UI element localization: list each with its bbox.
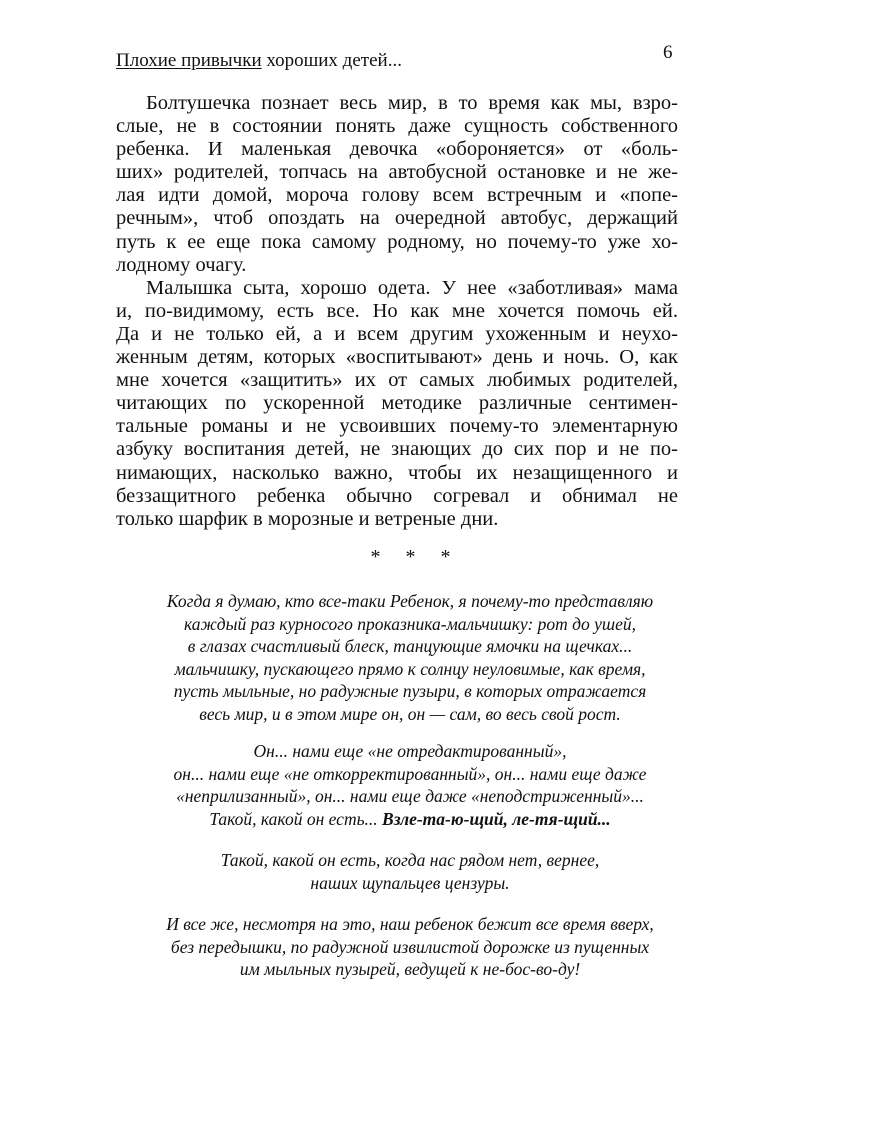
poem-line: Такой, какой он есть, когда нас рядом нет, вернее, bbox=[220, 850, 600, 870]
poem-line: весь мир, и в этом мире он, он — сам, во весь свой рост. bbox=[199, 703, 621, 724]
poem-stanza-3 bbox=[0, 849, 820, 894]
paragraph-2-line: мне хочется «защитить» их от самых любимых родителей, bbox=[116, 369, 678, 392]
poem-line-emphasis bbox=[0, 808, 820, 831]
poem-line: без передышки, по радужной извилистой дорожке из пущенных bbox=[170, 936, 650, 957]
body-text bbox=[116, 92, 678, 531]
paragraph-2-line: только шарфик в морозные и ветреные дни. bbox=[116, 507, 499, 530]
poem-line: мальчишку, пускающего прямо к солнцу неуловимые, как время, bbox=[174, 658, 646, 679]
running-head-title-rest: хороших детей... bbox=[261, 50, 402, 71]
paragraph-2-line: тальные романы и не усвоивших почему-то элементарную bbox=[116, 415, 678, 438]
poem-line: наших щупальцев цензуры. bbox=[310, 872, 510, 893]
poem-stanza-2 bbox=[0, 740, 820, 830]
running-head bbox=[116, 50, 402, 72]
page-number: 6 bbox=[663, 42, 673, 63]
running-head-title-underlined: Плохие привычки bbox=[116, 50, 262, 71]
paragraph-2-line: Да и не только ей, а и всем другим ухоженным и неухо- bbox=[116, 322, 678, 345]
section-separator: * * * bbox=[370, 546, 461, 568]
poem-line: им мыльных пузырей, ведущей к не-бос-во-ду! bbox=[239, 959, 581, 980]
poem-line: «неприлизанный», он... нами еще даже «неподстриженный»... bbox=[176, 786, 644, 807]
paragraph-2-line: читающих по ускоренной методике различные сентимен- bbox=[116, 392, 678, 415]
poem-line: И все же, несмотря на это, наш ребенок бежит все время вверх, bbox=[166, 914, 654, 934]
paragraph-2-line: беззащитного ребенка обычно согревал и обнимал не bbox=[116, 484, 678, 507]
paragraph-2-line: женным детям, которых «воспитывают» день и ночь. О, как bbox=[116, 346, 678, 369]
paragraph-2-line: и, по-видимому, есть все. Но как мне хочется помочь ей. bbox=[116, 299, 678, 322]
poem-line: каждый раз курносого проказника-мальчишку: рот до ушей, bbox=[183, 613, 637, 634]
paragraph-1-line: ших» родителей, топчась на автобусной остановке и не же- bbox=[116, 161, 678, 184]
paragraph-1-line: лая идти домой, мороча голову всем встречным и «попе- bbox=[116, 184, 678, 207]
paragraph-2-line: азбуку воспитания детей, не знающих до сих пор и не по- bbox=[116, 438, 678, 461]
paragraph-1-line: речным», чтоб опоздать на очередной автобус, держащий bbox=[116, 207, 678, 230]
poem-line: в глазах счастливый блеск, танцующие ямочки на щечках... bbox=[187, 636, 633, 657]
poem-line: Он... нами еще «не отредактированный», bbox=[253, 741, 567, 761]
poem-line: Когда я думаю, кто все-таки Ребенок, я почему-то представляю bbox=[166, 591, 654, 611]
poem-stanza-1 bbox=[0, 590, 820, 726]
paragraph-1-line: ребенка. И маленькая девочка «обороняется» от «боль- bbox=[116, 138, 678, 161]
paragraph-1-line: путь к ее еще пока самому родному, но почему-то уже хо- bbox=[116, 230, 678, 253]
paragraph-1-line: Болтушечка познает весь мир, в то время как мы, взро- bbox=[146, 92, 678, 114]
poem-line-bold-part: Взле-та-ю-щий, ле-тя-щий... bbox=[382, 808, 611, 829]
poem-line: пусть мыльные, но радужные пузыри, в которых отражается bbox=[173, 681, 647, 702]
paragraph-2-line: нимающих, насколько важно, чтобы их незащищенного и bbox=[116, 461, 678, 484]
paragraph-1-line: слые, не в состоянии понять даже сущность собственного bbox=[116, 115, 678, 138]
poem-line: он... нами еще «не откорректированный», он... нами еще даже bbox=[173, 763, 647, 784]
poem-line-plain-part: Такой, какой он есть... bbox=[209, 808, 383, 829]
poem-stanza-4 bbox=[0, 913, 820, 981]
paragraph-1-line: лодному очагу. bbox=[116, 253, 247, 276]
paragraph-2-line: Малышка сыта, хорошо одета. У нее «заботливая» мама bbox=[146, 276, 678, 299]
